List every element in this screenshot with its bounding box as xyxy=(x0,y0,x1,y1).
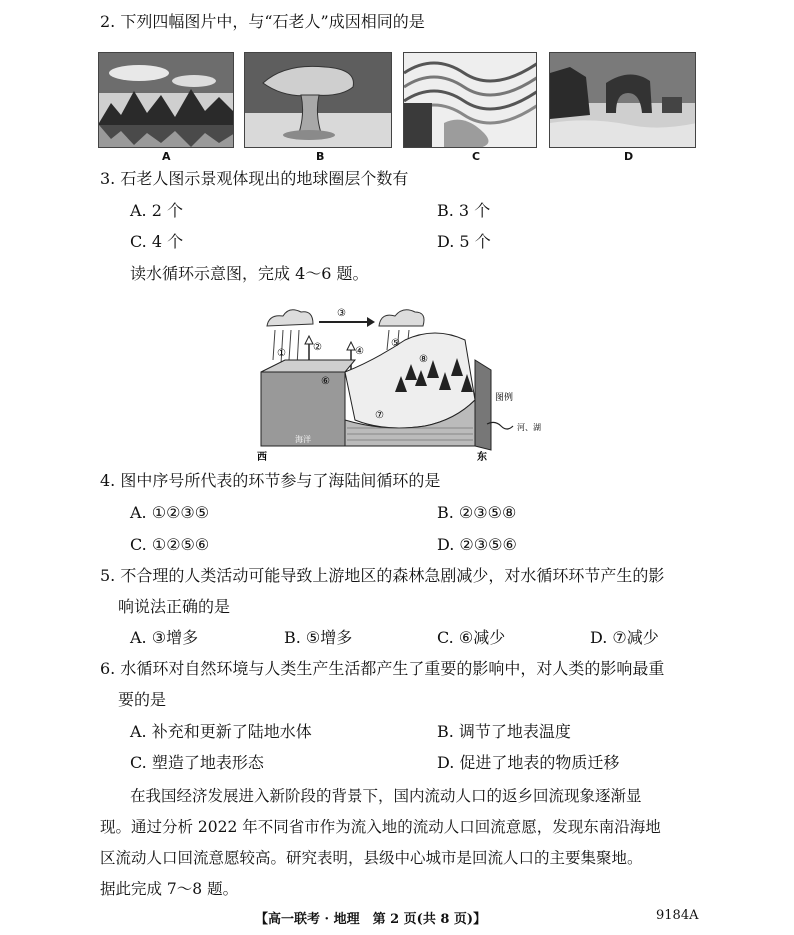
label-east: 东 xyxy=(477,452,487,463)
paper-code: 9184A xyxy=(656,908,699,923)
question-2: 2. 下列四幅图片中，与“石老人”成因相同的是 xyxy=(100,12,425,31)
passage-line-2: 现。通过分析 2022 年不同省市作为流入地的流动人口回流意愿，发现东南沿海地 xyxy=(100,818,661,836)
q4-option-c: C. ①②⑤⑥ xyxy=(130,535,210,554)
question-6-line1: 6. 水循环对自然环境与人类生产生活都产生了重要的影响中，对人类的影响最重 xyxy=(100,659,665,678)
q3-option-d: D. 5 个 xyxy=(437,232,491,251)
q6-option-c: C. 塑造了地表形态 xyxy=(130,753,264,772)
intro-4-6: 读水循环示意图，完成 4～6 题。 xyxy=(130,264,369,283)
label-ocean: 海洋 xyxy=(295,435,311,444)
label-7: ⑦ xyxy=(375,410,384,421)
passage-line-4: 据此完成 7～8 题。 xyxy=(100,880,239,898)
label-5: ⑤ xyxy=(391,338,400,349)
q5-option-a: A. ③增多 xyxy=(130,628,199,647)
label-6: ⑥ xyxy=(321,376,330,387)
passage-line-1: 在我国经济发展进入新阶段的背景下，国内流动人口的返乡回流现象逐渐显 xyxy=(130,787,642,805)
cloud-left-icon xyxy=(267,310,313,326)
q6-option-a: A. 补充和更新了陆地水体 xyxy=(130,722,312,741)
label-1: ① xyxy=(277,348,286,359)
photo-c-folded-strata xyxy=(403,52,537,148)
photo-b-label: B xyxy=(316,150,325,163)
q3-option-a: A. 2 个 xyxy=(130,201,183,220)
question-3: 3. 石老人图示景观体现出的地球圈层个数有 xyxy=(100,169,409,188)
label-west: 西 xyxy=(257,452,267,463)
q4-option-d: D. ②③⑤⑥ xyxy=(437,535,517,554)
q4-option-b: B. ②③⑤⑧ xyxy=(437,503,517,522)
label-3: ③ xyxy=(337,308,346,319)
photo-b-mushroom-rock xyxy=(244,52,392,148)
q4-option-a: A. ①②③⑤ xyxy=(130,503,210,522)
question-6-line2: 要的是 xyxy=(118,690,167,709)
photo-c-label: C xyxy=(472,150,481,163)
label-4: ④ xyxy=(355,346,364,357)
q3-option-c: C. 4 个 xyxy=(130,232,184,251)
photo-a-label: A xyxy=(162,150,171,163)
legend-title: 图例 xyxy=(495,393,514,403)
label-8: ⑧ xyxy=(419,354,428,365)
passage-line-3: 区流动人口回流意愿较高。研究表明，县级中心城市是回流人口的主要集聚地。 xyxy=(100,849,643,867)
legend-item: 河、湖 xyxy=(517,423,541,432)
photo-a-karst xyxy=(98,52,234,148)
q6-option-d: D. 促进了地表的物质迁移 xyxy=(437,753,620,772)
water-cycle-diagram xyxy=(255,300,555,466)
label-2: ② xyxy=(313,342,322,353)
photo-d-sea-arch xyxy=(549,52,696,148)
q5-option-d: D. ⑦减少 xyxy=(590,628,659,647)
q5-option-b: B. ⑤增多 xyxy=(284,628,353,647)
question-5-line2: 响说法正确的是 xyxy=(118,597,231,616)
cloud-right-icon xyxy=(379,310,424,326)
question-5-line1: 5. 不合理的人类活动可能导致上游地区的森林急剧减少，对水循环环节产生的影 xyxy=(100,566,665,585)
q3-option-b: B. 3 个 xyxy=(437,201,491,220)
q6-option-b: B. 调节了地表温度 xyxy=(437,722,571,741)
q5-option-c: C. ⑥减少 xyxy=(437,628,506,647)
question-4: 4. 图中序号所代表的环节参与了海陆间循环的是 xyxy=(100,471,441,490)
page-footer: 【高一联考 · 地理 第 2 页(共 8 页)】 xyxy=(255,912,487,927)
photo-d-label: D xyxy=(624,150,634,163)
